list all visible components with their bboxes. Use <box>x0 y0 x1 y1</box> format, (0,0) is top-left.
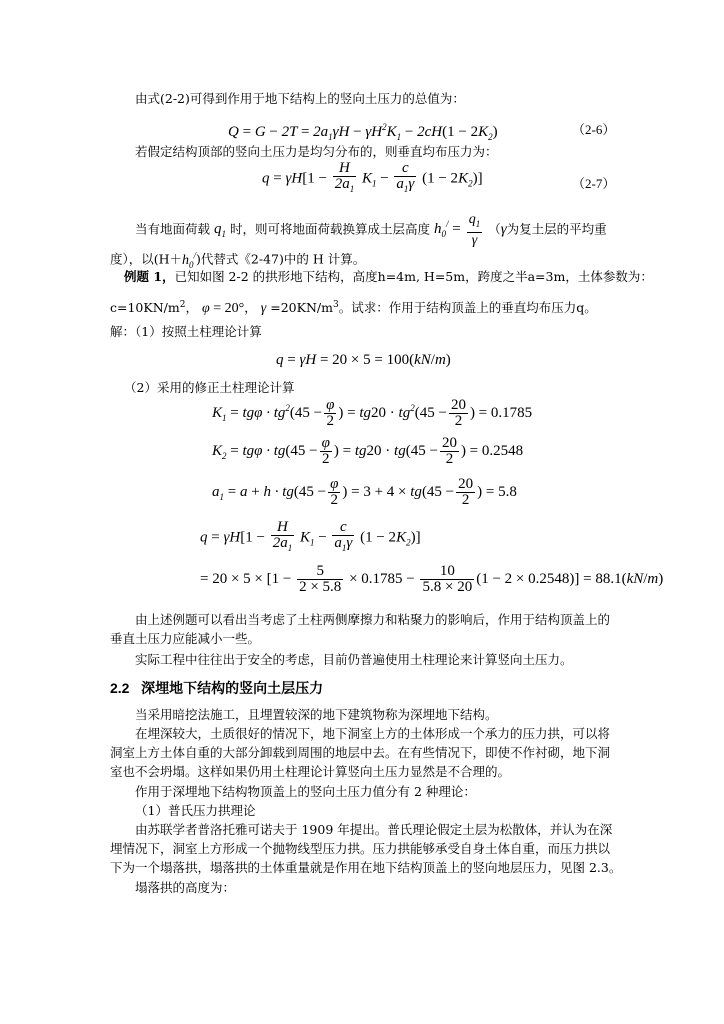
paragraph-line: 埋情况下，洞室上方形成一个抛物线型压力拱。压力拱能够承受自身土体自重，而压力拱以 <box>110 841 611 856</box>
paragraph-line: 由式(2-2)可得到作用于地下结构上的竖向土压力的总值为： <box>135 91 465 106</box>
paragraph-line: 由苏联学者普洛托雅可诺夫于 1909 年提出。普氏理论假定土层为松散体，并认为在深 <box>135 822 613 837</box>
paragraph-line: 由上述例题可以看出当考虑了土柱两侧摩擦力和粘聚力的影响后，作用于结构顶盖上的 <box>135 612 611 627</box>
equation-number: （2-7） <box>572 176 616 191</box>
equation-q-general: q = γH[1 − $\frac{H}{2a_1}$ $K_1$ − $\frac{c}{a_1\gamma}$ $(1 - 2K_2)$] <box>200 519 421 553</box>
paragraph-line: 当有地面荷载 $q_1$ 时，则可将地面荷载换算成土层高度 $h_0^/$ = $\frac{q_1}{\gamma}$ （γ为复土层的平均重 <box>135 212 607 248</box>
equation-q-result: = 20 × 5 × [1 − $\frac{5}{2 \times 5.8}$ × 0.1785 − $\frac{10}{5.8 \times 20}$ (1 − 2 × 0.2548)] = 88.1(kN/m) <box>200 563 664 595</box>
paragraph-line: 度），以$(H+h_0^/)$代替式《2-47)中的 H 计算。 <box>110 250 366 270</box>
paragraph-line: 室也不会坍塌。这样如果仍用土柱理论计算竖向土压力显然是不合理的。 <box>110 764 511 779</box>
example-line: 例题 1，已知如图 2-2 的拱形地下结构，高度h=4m, H=5m，跨度之半a=3m，土体参数为： <box>124 269 653 284</box>
section-heading <box>110 678 323 698</box>
equation-k2: $K_2 = tg\varphi \cdot tg(45$ − $\frac{\varphi}{2}$ ) = tg20 · tg(45 − $\frac{20}{2}$ ) = 0.2548 <box>212 435 524 467</box>
paragraph-line: （2）采用的修正土柱理论计算 <box>124 380 295 395</box>
paragraph-line: $c=10KN/m^2$， φ = 20°， $\gamma =20KN/m^3$。试求：作用于结构顶盖上的垂直均布压力q。 <box>110 300 597 317</box>
equation-number: （2-6） <box>572 122 616 137</box>
paragraph-line: （1）普氏压力拱理论 <box>135 803 256 818</box>
paragraph-line: 作用于深埋地下结构物顶盖上的竖向土压力值分有 2 种理论： <box>135 784 476 799</box>
section-title: 深埋地下结构的竖向土层压力 <box>141 680 324 696</box>
paragraph-line: 实际工程中往往出于安全的考虑，目前仍普遍使用土柱理论来计算竖向土压力。 <box>135 652 573 667</box>
equation-2-6: $Q = G - 2T = 2a_1\gamma H - \gamma H^2K_1 - 2cH(1 - 2K_2)$ <box>228 122 498 142</box>
example-label: 例题 1， <box>124 269 175 284</box>
equation-a1: $a_1 = a + h \cdot tg(45$ − $\frac{\varphi}{2}$ ) = 3 + 4 × tg(45 − $\frac{20}{2}$ ) = 5.8 <box>212 476 517 508</box>
paragraph-line: 在埋深较大，土质很好的情况下，地下洞室上方的土体形成一个承力的压力拱，可以将 <box>135 726 611 741</box>
paragraph-line: 塌落拱的高度为： <box>135 880 236 895</box>
paragraph-line: 若假定结构顶部的竖向土压力是均匀分布的，则垂直均布压力为： <box>135 144 498 159</box>
paragraph-line: 下为一个塌落拱，塌落拱的土体重量就是作用在地下结构顶盖上的竖向地层压力，见图 2.3。 <box>110 860 622 875</box>
paragraph-line: 当采用暗挖法施工，且埋置较深的地下建筑物称为深埋地下结构。 <box>135 707 498 722</box>
paragraph-line: 解：（1）按照土柱理论计算 <box>110 324 262 339</box>
paragraph-line: 垂直土压力应能减小一些。 <box>110 631 261 646</box>
section-number: 2.2 <box>110 680 130 696</box>
equation-k1: $K_1 = tg\varphi \cdot tg^2(45$ − $\frac{\varphi}{2}$ ) = $tg20 \cdot tg^2(45$ − $\frac{20}{2}$ ) = 0.1785 <box>212 397 533 429</box>
paragraph-line: 洞室上方土体自重的大部分卸载到周围的地层中去。在有些情况下，即使不作衬砌，地下洞 <box>110 745 611 760</box>
equation-2-7: q = γH[1 − $\frac{H}{2a_1}$ $K_1$ − $\frac{c}{a_1\gamma}$ $(1 - 2K_2)$] <box>262 160 483 194</box>
equation-soil-column: q = γH = 20 × 5 = 100(kN/m) <box>276 352 451 368</box>
